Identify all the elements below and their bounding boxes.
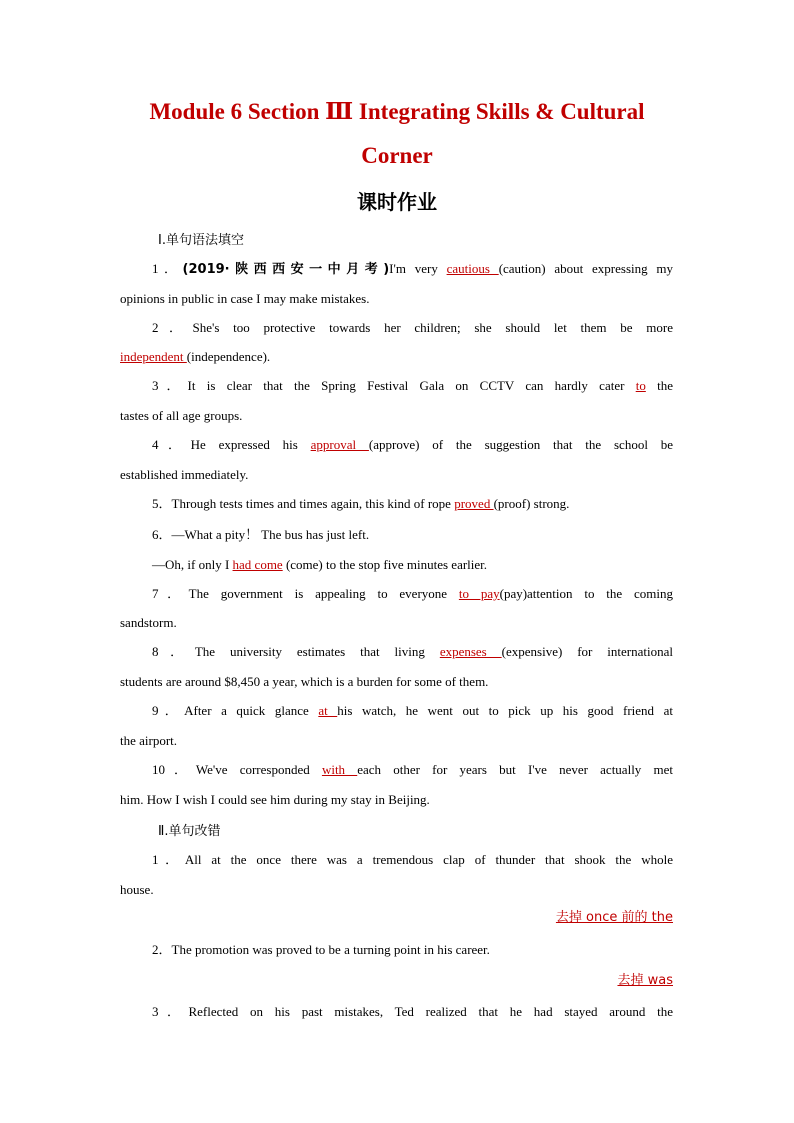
q4-line-2: established immediately. [120, 467, 249, 482]
q1-line-1: 1．(2019·陕西西安一中月考)I'm very cautious (caution) about expressing my [152, 261, 673, 277]
q3-line-1: 3．It is clear that the Spring Festival Gala on CCTV can hardly cater to the [152, 378, 673, 393]
section-2-heading: Ⅱ.单句改错 [158, 824, 221, 839]
q8-line-1: 8．The university estimates that living expenses (expensive) for international [152, 644, 673, 659]
q5-answer: proved [454, 496, 494, 511]
q4-line-1: 4．He expressed his approval (approve) of the suggestion that the school be [152, 437, 674, 452]
e1-answer: 去掉 once 前的 the [555, 910, 673, 925]
subtitle: 课时作业 [357, 190, 437, 214]
q6-line-2: —Oh, if only I had come (come) to the stop five minutes earlier. [152, 557, 488, 572]
q9-line-2: the airport. [120, 733, 178, 748]
q1-answer: cautious [446, 261, 499, 276]
q5-line-1: 5．Through tests times and times again, this kind of rope proved (proof) strong. [152, 496, 570, 511]
e2-answer: 去掉 was [617, 973, 673, 988]
q2-line-1: 2．She's too protective towards her children; she should let them be more [152, 320, 673, 335]
q1-source: (2019·陕西西安一中月考) [182, 262, 390, 277]
q2-answer: independent [120, 349, 187, 364]
q6-line-1: 6．—What a pity！ The bus has just left. [152, 527, 370, 542]
q7-line-2: sandstorm. [120, 615, 177, 630]
q10-line-2: him. How I wish I could see him during my stay in Beijing. [120, 792, 430, 807]
q6-answer: had come [232, 557, 283, 572]
q10-line-1: 10．We've corresponded with each other for years but I've never actually met [152, 762, 673, 777]
q8-line-2: students are around $8,450 a year, which is a burden for some of them. [120, 674, 489, 689]
q3-line-2: tastes of all age groups. [120, 408, 243, 423]
q1-line-2: opinions in public in case I may make mistakes. [120, 291, 370, 306]
section-1-heading: Ⅰ.单句语法填空 [158, 233, 244, 248]
q7-line-1: 7．The government is appealing to everyone to pay(pay)attention to the coming [152, 586, 673, 601]
q7-answer: to pay [458, 586, 500, 601]
e1-line-1: 1．All at the once there was a tremendous clap of thunder that shook the whole [152, 852, 673, 867]
q10-answer: with [321, 762, 358, 777]
q4-answer: approval [310, 437, 369, 452]
q2-line-2: independent (independence). [120, 349, 271, 364]
e2-line-1: 2．The promotion was proved to be a turning point in his career. [152, 942, 490, 957]
q8-answer: expenses [439, 644, 502, 659]
q9-line-1: 9．After a quick glance at his watch, he went out to pick up his good friend at [152, 703, 673, 718]
e3-line-1: 3．Reflected on his past mistakes, Ted realized that he had stayed around the [152, 1004, 673, 1019]
e1-line-2: house. [120, 882, 154, 897]
q9-answer: at [318, 703, 338, 718]
q3-answer: to [635, 378, 646, 393]
title-line-2: Corner [361, 143, 433, 168]
title-line-1: Module 6 Section Ⅲ Integrating Skills & Cultural [149, 99, 645, 124]
